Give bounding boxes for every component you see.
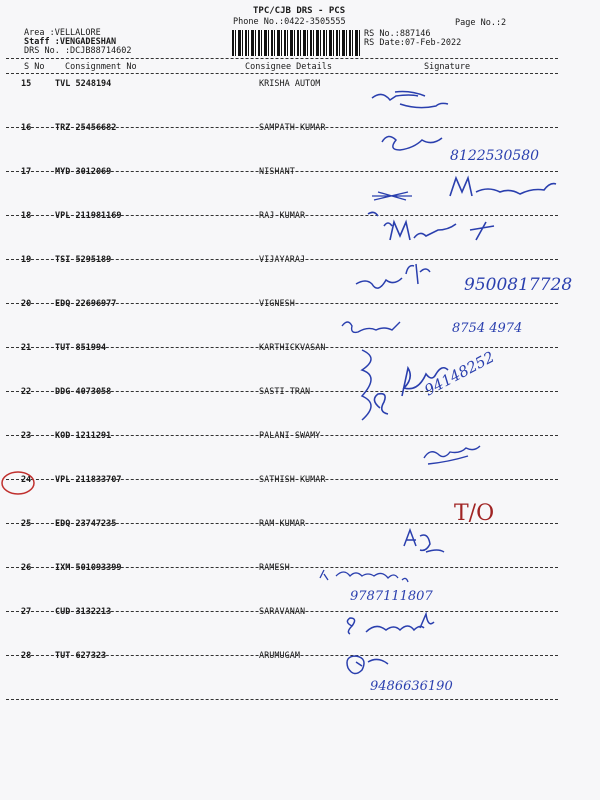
row-serial-number: 26 <box>21 563 32 573</box>
staff-label: Staff :VENGADESHAN <box>24 37 117 47</box>
bracket-scribble <box>362 350 371 420</box>
signature-scribble <box>347 614 434 634</box>
row-consignment-number: DDG 4073058 <box>55 387 112 397</box>
row-consignee-name: SARAVANAN <box>259 607 306 617</box>
row-consignment-number: EDQ 23747235 <box>55 519 117 529</box>
col-consignee: Consignee Details <box>245 62 332 72</box>
row-consignment-number: VPL 211981169 <box>55 211 122 221</box>
rs-date: RS Date:07-Feb-2022 <box>364 38 462 48</box>
row-consignee-name: KARTHICKVASAN <box>259 343 326 353</box>
signature-scribble <box>372 92 448 108</box>
row-serial-number: 28 <box>21 651 32 661</box>
phone-number: Phone No.:0422-3505555 <box>233 17 346 27</box>
signature-scribble <box>342 322 400 332</box>
row-consignment-number: VPL 211833707 <box>55 475 122 485</box>
handwritten-note: 9486636190 <box>370 679 453 694</box>
row-consignee-name: SAMPATH KUMAR <box>259 123 326 133</box>
row-serial-number: 21 <box>21 343 32 353</box>
col-consignment: Consignment No <box>65 62 137 72</box>
row-consignee-name: KRISHA AUTOM <box>259 79 321 89</box>
row-serial-number: 27 <box>21 607 32 617</box>
row-serial-number: 22 <box>21 387 32 397</box>
row-serial-number: 16 <box>21 123 32 133</box>
handwritten-note: 8122530580 <box>450 148 540 164</box>
col-signature: Signature <box>424 62 471 72</box>
handwritten-note: 9787111807 <box>350 589 433 604</box>
signature-scribble <box>347 656 388 674</box>
row-consignee-name: RAJ KUMAR <box>259 211 306 221</box>
signature-scribble <box>450 178 556 196</box>
handwritten-note: 9500817728 <box>464 275 573 295</box>
document-title: TPC/CJB DRS - PCS <box>253 6 346 16</box>
crossed-out-scribble <box>372 192 412 200</box>
row-consignment-number: TVL 5248194 <box>55 79 112 89</box>
row-consignee-name: SASTI TRAN <box>259 387 311 397</box>
area-label: Area :VELLALORE <box>24 28 101 38</box>
row-consignment-number: IXM 501093399 <box>55 563 122 573</box>
handwritten-note: 94148252 <box>421 347 498 400</box>
rs-number: RS No.:887146 <box>364 29 431 39</box>
row-consignee-name: VIGNESH <box>259 299 295 309</box>
handwritten-note: 8754 4974 <box>452 321 523 336</box>
row-serial-number: 18 <box>21 211 32 221</box>
signature-scribble <box>404 530 444 552</box>
row-consignee-name: NISHANT <box>259 167 295 177</box>
row-consignment-number: KOD 1211291 <box>55 431 112 441</box>
handwritten-note: T/O <box>454 501 495 526</box>
row-consignee-name: ARUMUGAM <box>259 651 300 661</box>
row-consignment-number: TUT 851994 <box>55 343 107 353</box>
row-serial-number: 20 <box>21 299 32 309</box>
row-serial-number: 25 <box>21 519 32 529</box>
row-serial-number: 24 <box>21 475 32 485</box>
row-consignment-number: MYD 3012069 <box>55 167 112 177</box>
signature-scribble <box>424 446 480 464</box>
row-serial-number: 17 <box>21 167 32 177</box>
signature-scribble <box>368 212 494 240</box>
drs-number: DRS No. :DCJB88714602 <box>24 46 132 56</box>
row-serial-number: 15 <box>21 79 32 89</box>
row-consignee-name: SATHISH KUMAR <box>259 475 326 485</box>
col-sno: S No <box>24 62 45 72</box>
row-consignee-name: RAMESH <box>259 563 290 573</box>
row-consignment-number: CUD 3132213 <box>55 607 112 617</box>
row-serial-number: 19 <box>21 255 32 265</box>
row-consignment-number: TSI 5295189 <box>55 255 112 265</box>
signature-scribble <box>320 570 408 582</box>
row-consignment-number: TUT 627323 <box>55 651 107 661</box>
row-consignment-number: TRZ 25456682 <box>55 123 117 133</box>
row-consignee-name: RAM KUMAR <box>259 519 306 529</box>
row-consignee-name: PALANI SWAMY <box>259 431 321 441</box>
row-consignee-name: VIJAYARAJ <box>259 255 306 265</box>
row-serial-number: 23 <box>21 431 32 441</box>
signature-scribble <box>382 136 442 150</box>
red-circle-mark <box>2 472 34 494</box>
row-consignment-number: EDQ 22696977 <box>55 299 117 309</box>
page-number: Page No.:2 <box>455 18 507 28</box>
signature-scribble <box>356 264 430 288</box>
